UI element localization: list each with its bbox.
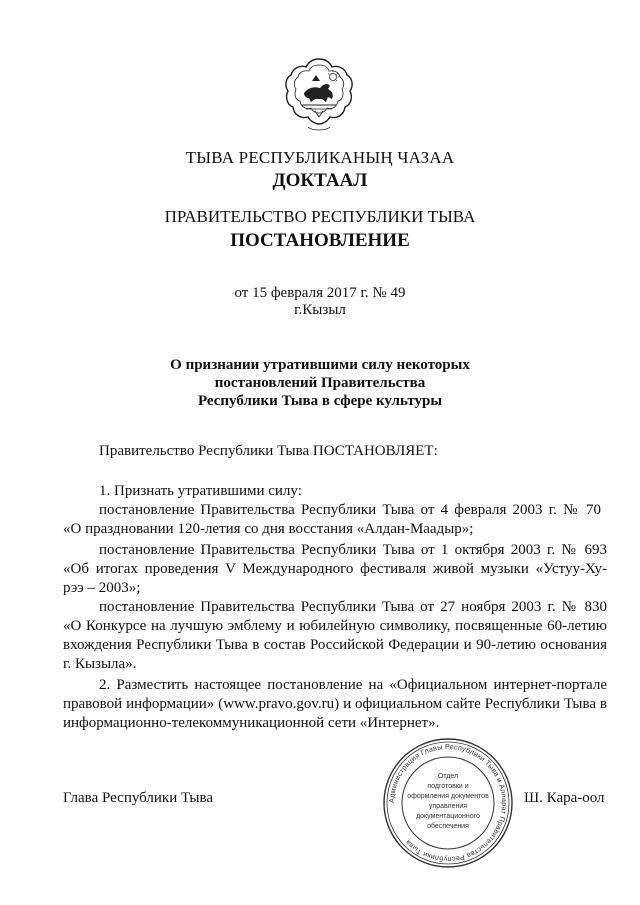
header-russian-government: ПРАВИТЕЛЬСТВО РЕСПУБЛИКИ ТЫВА [164,207,476,226]
signatory-position: Глава Республики Тыва [63,790,214,806]
body-line: г. Кызыла». [63,656,137,672]
header-russian-resolution: ПОСТАНОВЛЕНИЕ [230,230,410,251]
body-line: «О праздновании 120-летия со дня восстания «Алдан-Маадыр»; [63,521,474,537]
body-line: рээ – 2003»; [63,580,141,596]
body-line: постановление Правительства Республики Тыва от 1 октября 2003 г. № 693 [99,542,607,558]
body-line: постановление Правительства Республики Тыва от 27 ноября 2003 г. № 830 [99,599,607,615]
document-city: г.Кызыл [294,302,346,318]
seal-center-text: подготовки и [427,783,469,790]
body-line: информационно-телекоммуникационной сети «Интернет». [63,715,440,731]
seal-center-text: Отдел [437,773,459,780]
body-line: вхождения Республики Тыва в состав Российской Федерации и 90-летию основания [63,637,607,653]
seal-center-text: управления [428,803,468,810]
preamble: Правительство Республики Тыва ПОСТАНОВЛЯЕТ: [99,443,438,459]
body-line: 1. Признать утратившими силу: [99,483,302,499]
body-line: правовой информации» (www.pravo.gov.ru) и официальном сайте Республики Тыва в [63,696,607,712]
body-line: постановление Правительства Республики Тыва от 4 февраля 2003 г. № 70 [99,502,601,518]
body-line: 2. Разместить настоящее постановление на «Официальном интернет-портале [99,677,607,693]
header-tuvan-government: ТЫВА РЕСПУБЛИКАНЫҢ ЧАЗАА [185,148,455,167]
document-title-line: постановлений Правительства [214,375,426,391]
body-line: «О Конкурсе на лучшую эмблему и юбилейную символику, посвященные 60-летию [63,618,607,634]
seal-center-text: оформления документов [407,793,489,800]
coat-of-arms-emblem [282,55,356,135]
official-seal-stamp [381,736,515,870]
signatory-name: Ш. Кара-оол [524,790,605,806]
document-date-number: от 15 февраля 2017 г. № 49 [234,285,406,301]
document-title-line: Республики Тыва в сфере культуры [197,393,443,409]
seal-ring-text: Администрация Главы Республики Тыва и Аппарат Правительства Республики Тыва [386,741,510,865]
document-title-line: О признании утратившими силу некоторых [170,357,470,373]
header-tuvan-resolution: ДОКТААЛ [272,170,368,191]
seal-center-text: обеспечения [427,823,469,830]
seal-center-text: документационного [416,813,480,820]
body-line: «Об итогах проведения V Международного фестиваля живой музыки «Устуу-Ху- [63,561,607,577]
